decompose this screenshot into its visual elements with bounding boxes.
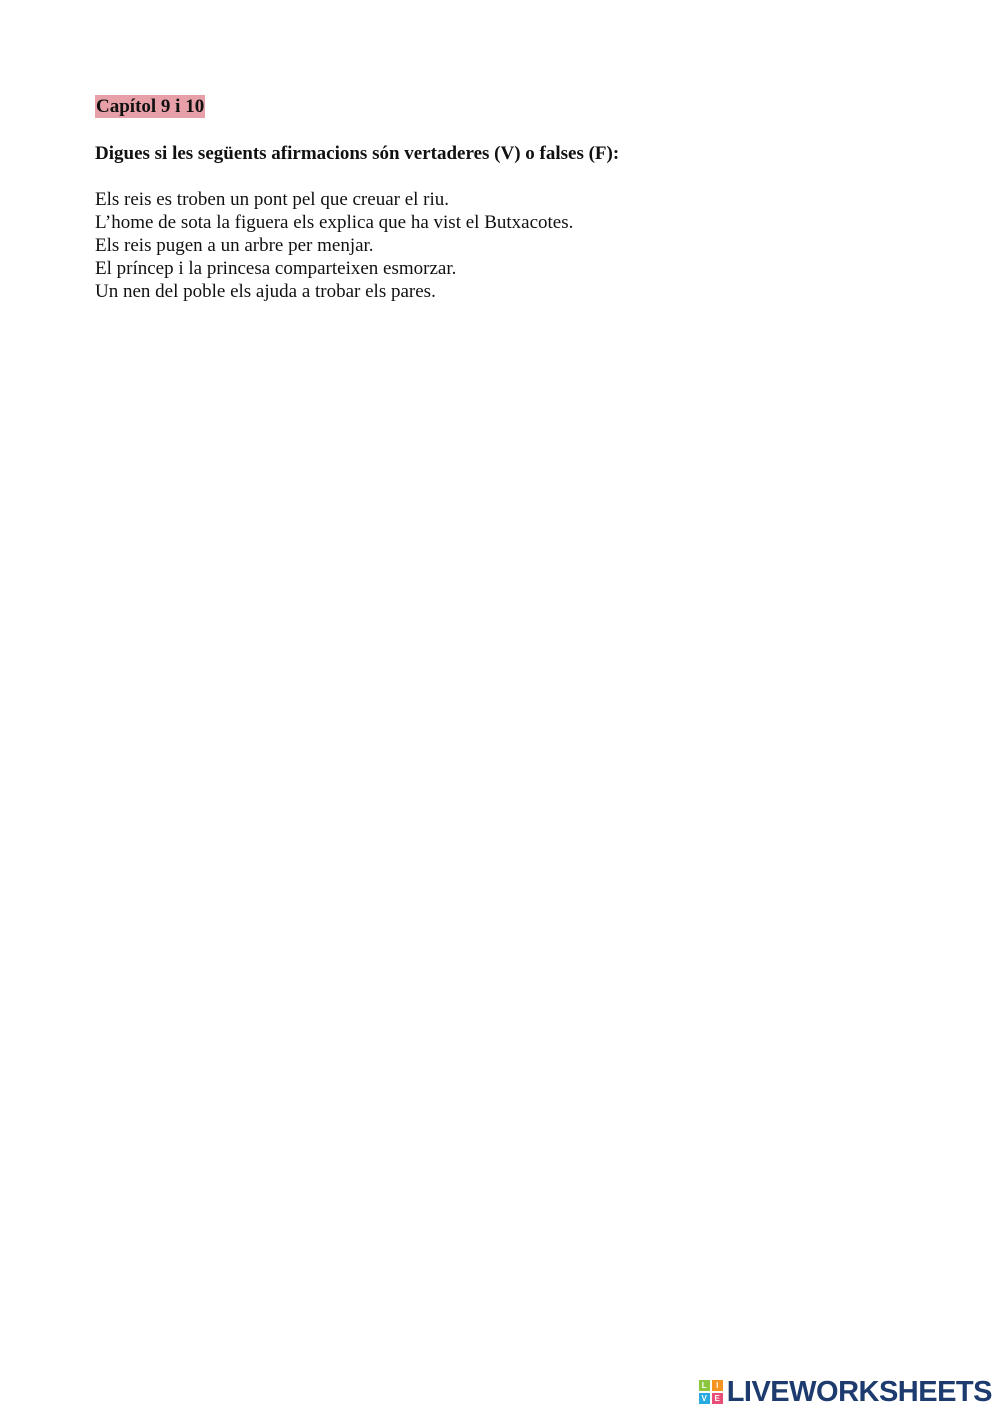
logo-tile-i: I [712, 1380, 723, 1391]
liveworksheets-logo-text: LIVEWORKSHEETS [726, 1376, 992, 1408]
instruction-text: Digues si les següents afirmacions són vertaderes (V) o falses (F): [95, 143, 620, 164]
statement-item: El príncep i la princesa comparteixen esmorzar. [95, 258, 457, 279]
liveworksheets-logo [699, 1377, 992, 1407]
liveworksheets-logo-icon [699, 1380, 723, 1404]
statement-item: Un nen del poble els ajuda a trobar els pares. [95, 281, 436, 302]
statement-item: L’home de sota la figuera els explica que ha vist el Butxacotes. [95, 212, 574, 233]
statement-list [95, 188, 573, 303]
statement-item: Els reis es troben un pont pel que creuar el riu. [95, 189, 450, 210]
chapter-title: Capítol 9 i 10 [96, 96, 205, 117]
logo-tile-v: V [699, 1393, 710, 1404]
statement-item: Els reis pugen a un arbre per menjar. [95, 235, 374, 256]
logo-tile-e: E [712, 1393, 723, 1404]
logo-tile-l: L [699, 1380, 710, 1391]
